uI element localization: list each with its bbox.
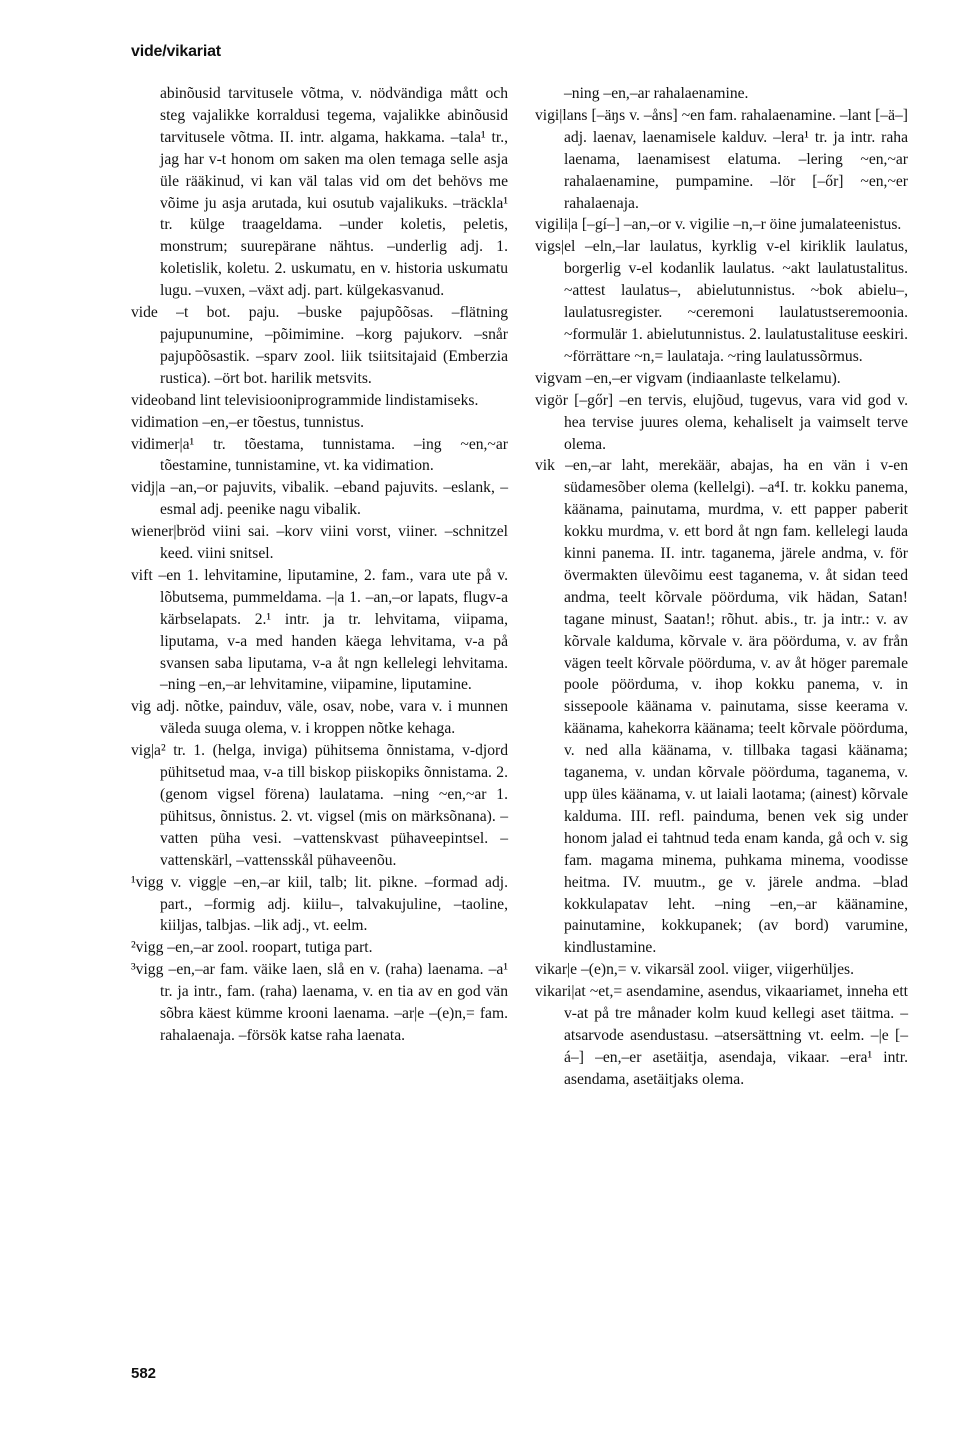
running-head: vide/vikariat <box>131 43 221 60</box>
dictionary-entry: vigvam –en,–er vigvam (indiaanlaste telkelamu). <box>535 369 841 387</box>
dictionary-entry: vidimation –en,–er tõestus, tunnistus. <box>131 413 365 431</box>
dictionary-entry: vide –t bot. paju. –buske pajupõõsas. –flätning pajupunumine, –põimimine. –korg pajukorv. –snår pajupõõsastik. –sparv zool. liik tsiitsitajaid (Emberzia rustica). –ört bot. harilik metsvits. <box>131 304 508 387</box>
dictionary-entry: vidimer|a¹ tr. tõestama, tunnistama. –ing ~en,~ar tõestamine, tunnistamine, vt. ka vidimation. <box>131 435 508 475</box>
dictionary-entry: vigör [–gőr] –en tervis, elujõud, tugevus, vara vid god v. hea tervise juures olema, kehaliselt ja vaimselt terve olema. <box>535 391 908 453</box>
dictionary-entry: vig|a² tr. 1. (helga, inviga) pühitsema õnnistama, v-djord pühitsetud maa, v-a till biskop piiskopiks õnnistama. 2. (genom vigsel förena) laulatama. –ning ~en,~ar 1. pühitsus, õnnistus. 2. vt. vigsel (mis on märksõnana). –vatten püha vesi. –vattenskvast pühaveepintsel. –vattenskärl, –vattensskål pühaveenõu. <box>131 742 508 869</box>
dictionary-entry: ³vigg –en,–ar fam. väike laen, slå en v. (raha) laenama. –a¹ tr. ja intr., fam. (raha) laenama, v. en tia av en god vän sõbra käest kümme krooni laenama. –ar|e –(e)n,= fam. rahalaenaja. –försök katse raha laenata. <box>131 961 508 1044</box>
dictionary-entry: vigs|el –eln,–lar laulatus, kyrklig v-el kiriklik laulatus, borgerlig v-el kodanlik laulatus. ~akt laulatustalitus. ~attest laulatus–, abielutunnistus. ~bok abielu–, laulatusregister. ~ceremoni laulatustseremoonia. ~formulär 1. abielutunnistus. 2. laulatustalituse eeskiri. ~förrättare ~n,= laulataja. ~ring laulatussõrmus. <box>535 238 908 365</box>
dictionary-entry: abinõusid tarvitusele võtma, v. nödvändiga mått och steg vajalikke korraldusi tegema, vajalikke abinõusid tarvitusele võtma. II. intr. algama, hakkama. –tala¹ tr., jag har v-t honom om saken ma olen temaga selle asja üle rääkinud, vi kan väl talas vid om det behövs me võime ju asja arutada, kui osutub vajalikuks. –träckla¹ tr. külge traageldama. –under koletis, peletis, monstrum; suurepärane nähtus. –underlig adj. 1. koletislik, koletu. 2. uskumatu, en v. historia uskumatu lugu. –vuxen, –växt adj. part. külgekasvanud. <box>160 85 508 300</box>
right-column <box>535 83 908 1091</box>
left-column <box>131 83 508 1047</box>
dictionary-entry: –ning –en,–ar rahalaenamine. <box>564 85 749 102</box>
dictionary-entry: vift –en 1. lehvitamine, liputamine, 2. fam., vara ute på v. lõbutsema, pummeldama. –|a 1. –an,–or lapats, flugv-a kärbselapats. 2.¹ intr. ja tr. lehvitama, viipama, liputama, v-a med handen käega lehvitama, v-a på svansen saba liputama, v-a åt ngn kellelegi lehvitama. –ning –en,–ar lehvitamine, viipamine, liputamine. <box>131 566 508 694</box>
dictionary-entry: vidj|a –an,–or pajuvits, vibalik. –eband pajuvits. –eslank, –esmal adj. peenike nagu vibalik. <box>131 479 508 519</box>
dictionary-entry: vigili|a [–gí–] –an,–or v. vigilie –n,–r öine jumalateenistus. <box>535 216 902 234</box>
dictionary-entry: vig adj. nõtke, painduv, väle, osav, nobe, vara v. i munnen väleda suuga olema, v. i kroppen nõtke kehaga. <box>131 698 508 738</box>
dictionary-entry: ¹vigg v. vigg|e –en,–ar kiil, talb; lit. pikne. –formad adj. part., –formig adj. kiilu–, talvakujuline, –taoline, kiiljas, talbjas. –lik adj., vt. eelm. <box>131 873 508 935</box>
page-number: 582 <box>131 1365 157 1382</box>
dictionary-entry: vikar|e –(e)n,= v. vikarsäl zool. viiger, viigerhüljes. <box>535 961 855 979</box>
dictionary-entry: vigi|lans [–äŋs v. –åns] ~en fam. rahalaenamine. –lant [–ä–] adj. laenav, laenamisele kalduv. –lera¹ tr. ja intr. raha laenama, laenamisest elatuma. –lering ~en,~ar rahalaenamine, pumpamine. –lör [–őr] ~en,~er rahalaenaja. <box>535 106 908 212</box>
dictionary-entry: ²vigg –en,–ar zool. roopart, tutiga part. <box>131 939 373 957</box>
dictionary-entry: wiener|bröd viini sai. –korv viini vorst, viiner. –schnitzel keed. viini snitsel. <box>131 523 508 563</box>
dictionary-entry: vik –en,–ar laht, merekäär, abajas, ha en vän i v-en südamesõber olema (kellelgi). –a⁴I. tr. kokku panema, käänama, painutama, murdma, v. ett papper paberit kokku murdma, v. ett bord åt ngn fam. kellelegi lauda kinni panema. II. intr. taganema, järele andma, v. för övermakten ülevõimu eest taganema, v. åt sidan teed andma, teelt kõrvale pöörduma, vik hädan, Satan! tagane minust, Saatan!; rõhut. abis., tr. ja intr.: v. av kõrvale kalduma, kõrvale v. ära pöörduma, v. av från vägen teelt kõrvale pöörduma, v. av åt höger paremale poole pöörduma, v. ihop kokku panema, v. in sissepoole käänama v. painutama, sisse keerama v. käänama, kahekorra käänama; teelt kõrvale pöörduma, v. ned alla käänama, v. tillbaka tagasi käänama; taganema, v. undan kõrvale pöörduma, taganema, v. upp üles käänama, v. ut laiali laotama; (ainest) kõrvale kalduma. III. refl. painduma, benen vek sig under honom jalad ei tahtnud teda enam kanda, gå och v. sig fam. magama minema, puhkama minema, voodisse heitma. IV. muutm., ge v. järele andma. –blad kokkulapatav leht. –ning –en,–ar käänamine, painutamine, kokkupanek; (av bord) varumine, kindlustamine. <box>535 457 908 957</box>
dictionary-entry: videoband lint televisiooniprogrammide lindistamiseks. <box>131 391 479 409</box>
dictionary-entry: vikari|at ~et,= asendamine, asendus, vikaariamet, inneha ett v-at på tre månader kolm kuud kellegi aset täitma. –atsarvode asendustasu. –atsersättning vt. eelm. –|e [–á–] –en,–er asetäitja, asendaja, vikaar. –era¹ intr. asendama, asetäitjaks olema. <box>535 983 908 1088</box>
